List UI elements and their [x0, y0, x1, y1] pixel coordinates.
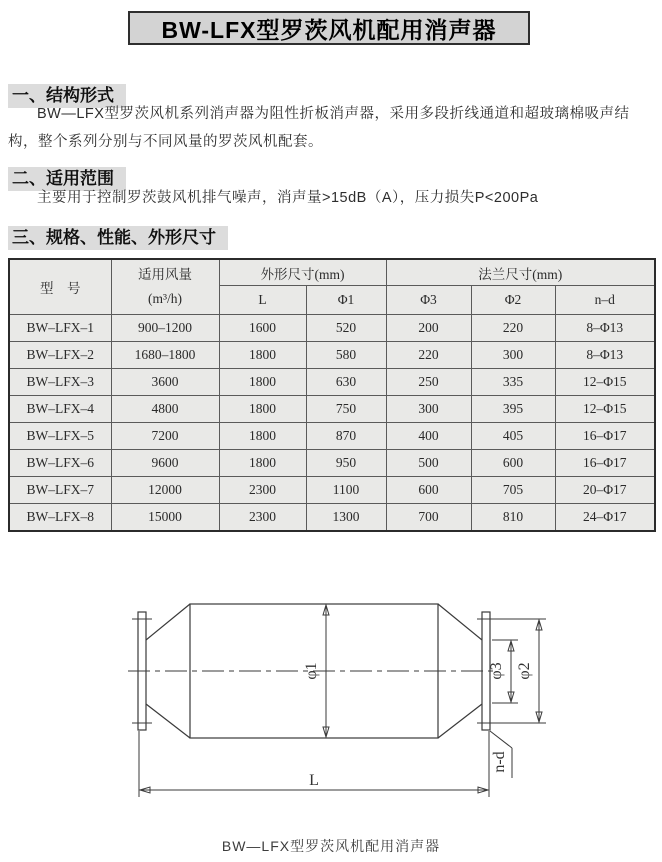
col-header-phi2: Φ2 [471, 286, 555, 315]
table-cell: 500 [386, 450, 471, 477]
structure-paragraph: BW—LFX型罗茨风机系列消声器为阻性折板消声器，采用多段折线通道和超玻璃棉吸声结构，整个系列分别与不同风量的罗茨风机配套。 [8, 106, 630, 150]
table-cell: 950 [306, 450, 386, 477]
table-cell: 600 [386, 477, 471, 504]
table-cell: 395 [471, 396, 555, 423]
silencer-dimension-drawing [0, 585, 662, 825]
table-cell: 8–Φ13 [555, 315, 655, 342]
table-cell: 12–Φ15 [555, 369, 655, 396]
table-row [9, 504, 655, 531]
right-cone-top [438, 604, 482, 640]
dim-phi2-label: φ2 [516, 662, 533, 680]
table-cell: 20–Φ17 [555, 477, 655, 504]
table-cell: BW–LFX–2 [9, 342, 111, 369]
table-cell: 3600 [111, 369, 219, 396]
table-cell: 1600 [219, 315, 306, 342]
dim-phi3-label: φ3 [488, 662, 505, 680]
table-cell: 705 [471, 477, 555, 504]
table-cell: 300 [386, 396, 471, 423]
table-cell: 335 [471, 369, 555, 396]
table-row [9, 396, 655, 423]
table-cell: 870 [306, 423, 386, 450]
table-cell: 24–Φ17 [555, 504, 655, 531]
nd-leader-diagonal [490, 731, 512, 748]
table-cell: 8–Φ13 [555, 342, 655, 369]
table-row [9, 450, 655, 477]
table-cell: BW–LFX–4 [9, 396, 111, 423]
left-cone-top [146, 604, 190, 640]
table-cell: 1800 [219, 369, 306, 396]
table-cell: 16–Φ17 [555, 450, 655, 477]
table-cell: 580 [306, 342, 386, 369]
table-cell: 1800 [219, 450, 306, 477]
table-cell: 1800 [219, 396, 306, 423]
table-cell: BW–LFX–8 [9, 504, 111, 531]
table-cell: 1100 [306, 477, 386, 504]
section-heading-specs: 三、规格、性能、外形尺寸 [8, 226, 228, 250]
table-cell: 1800 [219, 342, 306, 369]
col-header-phi1: Φ1 [306, 286, 386, 315]
table-row [9, 423, 655, 450]
section-heading-structure: 一、结构形式 [8, 84, 126, 108]
table-row [9, 369, 655, 396]
table-cell: 250 [386, 369, 471, 396]
table-cell: 1680–1800 [111, 342, 219, 369]
table-cell: 220 [386, 342, 471, 369]
table-cell: 750 [306, 396, 386, 423]
table-cell: BW–LFX–5 [9, 423, 111, 450]
table-cell: 400 [386, 423, 471, 450]
dim-L-label: L [309, 772, 319, 789]
page-title: BW-LFX型罗茨风机配用消声器 [128, 11, 530, 45]
table-cell: 810 [471, 504, 555, 531]
table-cell: 4800 [111, 396, 219, 423]
col-header-airflow [111, 259, 219, 315]
table-row [9, 315, 655, 342]
table-cell: BW–LFX–7 [9, 477, 111, 504]
col-header-model: 型 号 [9, 259, 111, 315]
airflow-label-line1: 适用风量 [138, 267, 192, 282]
airflow-label-line2: (m³/h) [147, 291, 183, 306]
table-cell: 520 [306, 315, 386, 342]
figure-caption: BW—LFX型罗茨风机配用消声器 [221, 838, 441, 854]
table-cell: 300 [471, 342, 555, 369]
table-cell: BW–LFX–1 [9, 315, 111, 342]
table-cell: 12000 [111, 477, 219, 504]
col-header-L: L [219, 286, 306, 315]
table-cell: 405 [471, 423, 555, 450]
table-cell: 900–1200 [111, 315, 219, 342]
col-header-flange-dims: 法兰尺寸(mm) [386, 259, 655, 286]
col-header-outline-dims: 外形尺寸(mm) [219, 259, 386, 286]
table-cell: 700 [386, 504, 471, 531]
nd-label: n-d [491, 751, 508, 773]
spec-table-body [9, 315, 655, 531]
table-cell: 600 [471, 450, 555, 477]
table-cell: BW–LFX–3 [9, 369, 111, 396]
table-cell: 9600 [111, 450, 219, 477]
section-heading-application: 二、适用范围 [8, 167, 126, 191]
table-cell: BW–LFX–6 [9, 450, 111, 477]
table-cell: 2300 [219, 504, 306, 531]
table-cell: 1300 [306, 504, 386, 531]
table-cell: 7200 [111, 423, 219, 450]
application-paragraph: 主要用于控制罗茨鼓风机排气噪声，消声量>15dB（A），压力损失P<200Pa [37, 190, 539, 206]
table-cell: 220 [471, 315, 555, 342]
left-cone-bottom [146, 704, 190, 738]
table-cell: 200 [386, 315, 471, 342]
spec-table [8, 258, 656, 532]
col-header-phi3: Φ3 [386, 286, 471, 315]
table-cell: 2300 [219, 477, 306, 504]
table-cell: 1800 [219, 423, 306, 450]
right-cone-bottom [438, 704, 482, 738]
table-cell: 15000 [111, 504, 219, 531]
dim-phi1-label: φ1 [303, 662, 320, 680]
col-header-nd: n–d [555, 286, 655, 315]
table-row [9, 477, 655, 504]
table-cell: 630 [306, 369, 386, 396]
table-cell: 12–Φ15 [555, 396, 655, 423]
table-cell: 16–Φ17 [555, 423, 655, 450]
table-row [9, 342, 655, 369]
